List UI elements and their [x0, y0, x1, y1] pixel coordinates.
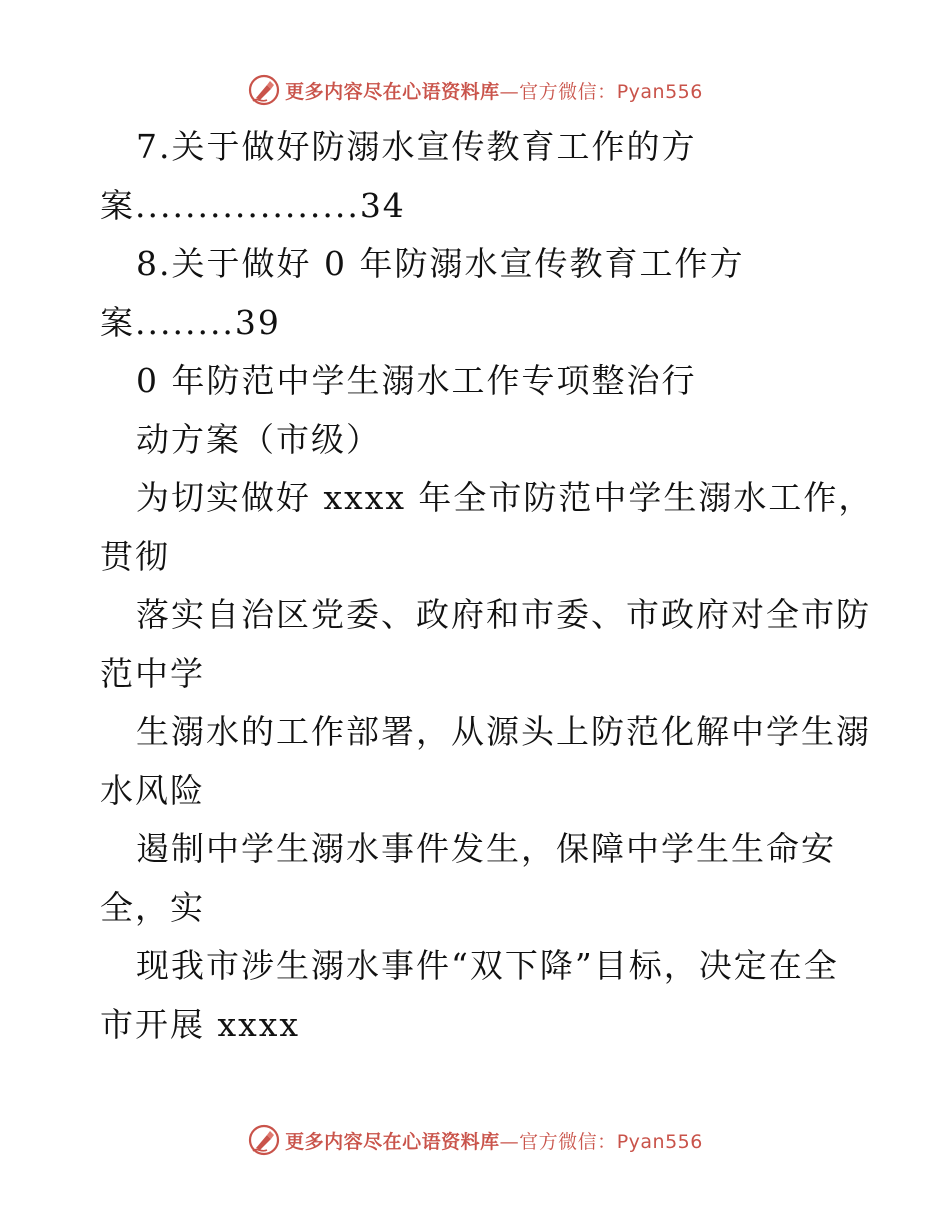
header-watermark-banner [0, 70, 950, 110]
footer-watermark-dash: — [499, 1130, 520, 1153]
body-line: 动方案（市级） [136, 419, 381, 459]
header-watermark-text [285, 77, 703, 104]
body-line: 生溺水的工作部署，从源头上防范化解中学生溺 [136, 712, 871, 751]
body-line: 落实自治区党委、政府和市委、市政府对全市防 [136, 595, 871, 634]
body-line: 案........39 [100, 302, 281, 342]
body-line: 0 年防范中学生溺水工作专项整治行 [136, 361, 697, 400]
pen-logo-icon [247, 1123, 281, 1157]
body-line: 市开展 xxxx [100, 1004, 300, 1044]
header-watermark-dash: — [499, 80, 520, 103]
body-line: 水风险 [100, 770, 205, 810]
body-line: 为切实做好 xxxx 年全市防范中学生溺水工作， [136, 478, 874, 517]
footer-watermark-banner [0, 1120, 950, 1160]
body-line: 范中学 [100, 653, 205, 693]
body-line: 贯彻 [100, 536, 170, 576]
footer-watermark-text [285, 1127, 703, 1154]
header-watermark-id: Pyan556 [616, 80, 703, 103]
footer-watermark-main: 更多内容尽在心语资料库 [285, 1130, 500, 1153]
footer-watermark-id: Pyan556 [616, 1130, 703, 1153]
pen-logo-icon [247, 73, 281, 107]
body-line: 7.关于做好防溺水宣传教育工作的方 [136, 127, 697, 166]
footer-watermark-official: 官方微信： [519, 1130, 617, 1153]
document-body [100, 118, 874, 1054]
body-line: 8.关于做好 0 年防溺水宣传教育工作方 [136, 244, 745, 283]
header-watermark-official: 官方微信： [519, 80, 617, 103]
header-watermark-main: 更多内容尽在心语资料库 [285, 80, 500, 103]
body-line: 遏制中学生溺水事件发生，保障中学生生命安 [136, 829, 836, 868]
body-line: 全，实 [100, 887, 205, 927]
body-line: 现我市涉生溺水事件“双下降”目标，决定在全 [136, 946, 839, 985]
body-line: 案..................34 [100, 185, 406, 225]
